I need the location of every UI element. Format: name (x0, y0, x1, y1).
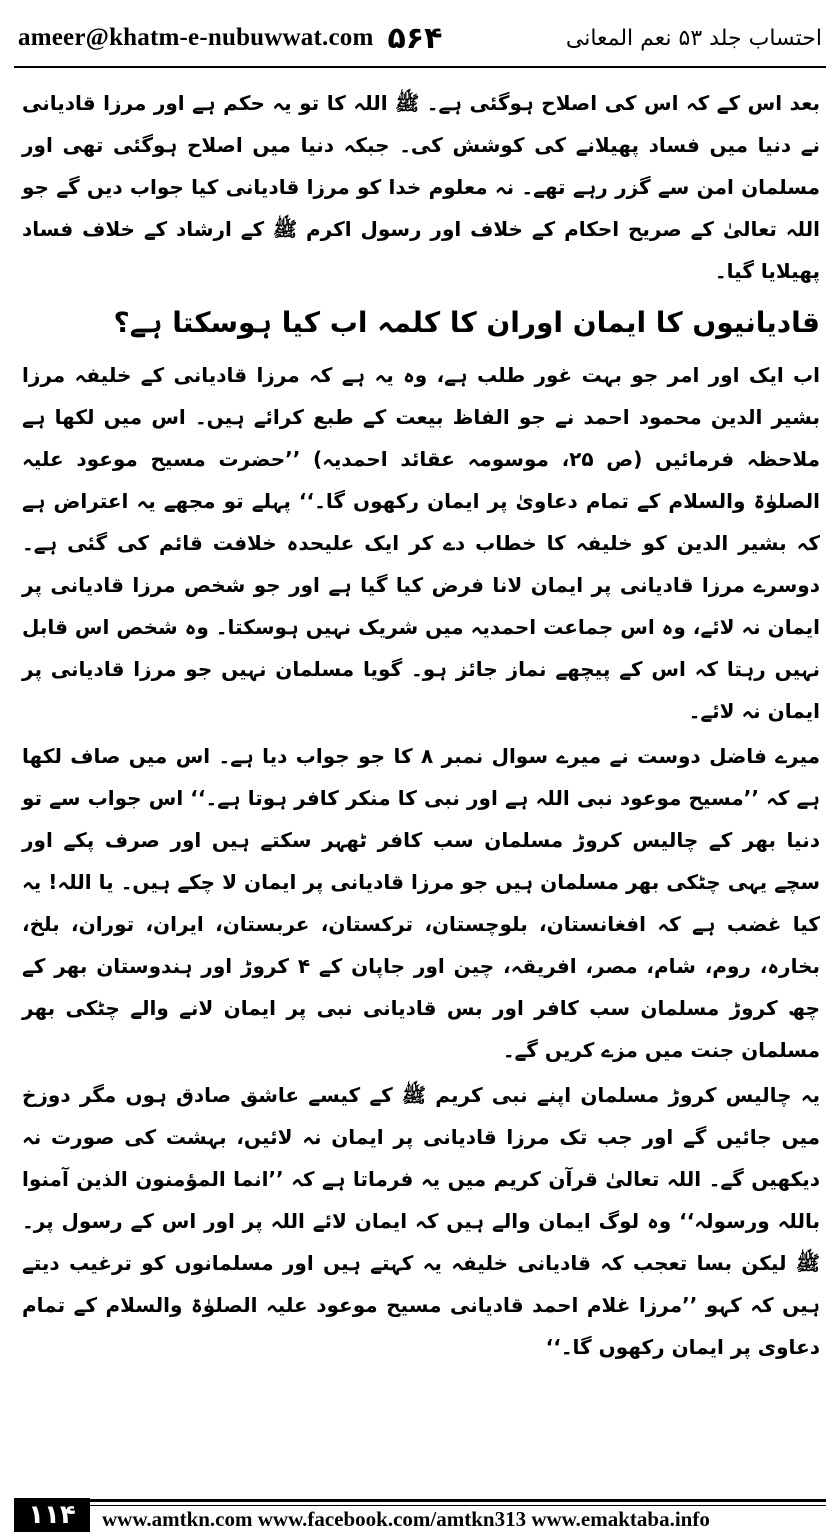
paragraph-4: یہ چالیس کروڑ مسلمان اپنے نبی کریم ﷺ کے کیسے عاشق صادق ہوں مگر دوزخ میں جائیں گے اور جب تک مرزا قادیانی پر ایمان نہ لائیں، بہشت کی صورت نہ دیکھیں گے۔ اللہ تعالیٰ قرآن کریم میں یہ فرماتا ہے کہ ’’انما المؤمنون الذین آمنوا باللہ ورسولہ‘‘ وہ لوگ ایمان والے ہیں کہ ایمان لائے اللہ پر اور اس کے رسول پر۔ ﷺ لیکن بسا تعجب کہ قادیانی خلیفہ یہ کہتے ہیں اور مسلمانوں کو ترغیب دیتے ہیں کہ کہو ’’مرزا غلام احمد قادیانی مسیح موعود علیہ الصلوٰۃ والسلام کے تمام دعاوی پر ایمان رکھوں گا۔‘‘ (22, 1083, 820, 1359)
header-page-number: ۵۶۴ (387, 20, 443, 56)
page-content (22, 82, 820, 1371)
footer-band (90, 1496, 826, 1534)
paragraph-1: بعد اس کے کہ اس کی اصلاح ہوگئی ہے۔ ﷺ اللہ کا تو یہ حکم ہے اور مرزا قادیانی نے دنیا میں فساد پھیلانے کی کوشش کی۔ جبکہ دنیا میں اصلاح ہوگئی تھی اور مسلمان امن سے گزر رہے تھے۔ نہ معلوم خدا کو مرزا قادیانی کیا جواب دیں گے جو اللہ تعالیٰ کے صریح احکام کے خلاف اور رسول اکرم ﷺ کے ارشاد کے خلاف فساد پھیلایا گیا۔ (22, 91, 820, 283)
header-book-title: احتساب جلد ۵۳ نعم المعانی (565, 25, 822, 51)
paragraph-2: اب ایک اور امر جو بہت غور طلب ہے، وہ یہ ہے کہ مرزا قادیانی کے خلیفہ مرزا بشیر الدین محمود احمد نے جو الفاظ بیعت کے طبع کرائے ہیں۔ اس میں لکھا ہے ملاحظہ فرمائیں (ص ۲۵، موسومہ عقائد احمدیہ) ’’حضرت مسیح موعود علیہ الصلوٰۃ والسلام کے تمام دعاویٰ پر ایمان رکھوں گا۔‘‘ پہلے تو مجھے یہ اعتراض ہے کہ بشیر الدین کو خلیفہ کا خطاب دے کر ایک علیحدہ خلافت قائم کی گئی ہے۔ دوسرے مرزا قادیانی پر ایمان لانا فرض کیا گیا ہے اور جو شخص مرزا قادیانی پر ایمان نہ لائے، وہ اس جماعت احمدیہ میں شریک نہیں ہوسکتا۔ وہ شخص اس قابل نہیں رہتا کہ اس کے پیچھے نماز جائز ہو۔ گویا مسلمان نہیں جو مرزا قادیانی پر ایمان نہ لائے۔ (22, 363, 821, 723)
header-left (18, 21, 442, 56)
page-header (18, 14, 822, 62)
footer-rule-thick (90, 1499, 826, 1502)
footer-rule-thin (90, 1505, 826, 1506)
page-footer (14, 1496, 826, 1534)
section-heading: قادیانیوں کا ایمان اوران کا کلمہ اب کیا ہوسکتا ہے؟ (113, 306, 820, 339)
header-email[interactable]: ameer@khatm-e-nubuwwat.com (18, 24, 374, 51)
footer-urls[interactable]: www.amtkn.com www.facebook.com/amtkn313 www.emaktaba.info (102, 1507, 710, 1531)
paragraph-3: میرے فاضل دوست نے میرے سوال نمبر ۸ کا جو جواب دیا ہے۔ اس میں صاف لکھا ہے کہ ’’مسیح موعود نبی اللہ ہے اور نبی کا منکر کافر ہوتا ہے۔‘‘ اس جواب سے تو دنیا بھر کے چالیس کروڑ مسلمان سب کافر ٹھہر سکتے ہیں اور صرف پکے اور سچے یہی چٹکی بھر مسلمان ہیں جو مرزا قادیانی پر ایمان لا چکے ہیں۔ یا اللہ! یہ کیا غضب ہے کہ افغانستان، بلوچستان، ترکستان، عربستان، ایران، توران، بلخ، بخارہ، روم، شام، مصر، افریقہ، چین اور جاپان کے ۴ کروڑ اور ہندوستان بھر کے چھ کروڑ مسلمان سب کافر اور بس قادیانی نبی پر ایمان لانے والے چٹکی بھر مسلمان جنت میں مزے کریں گے۔ (22, 744, 821, 1062)
header-rule (14, 66, 826, 68)
footer-page-number: ۱۱۴ (14, 1498, 90, 1532)
